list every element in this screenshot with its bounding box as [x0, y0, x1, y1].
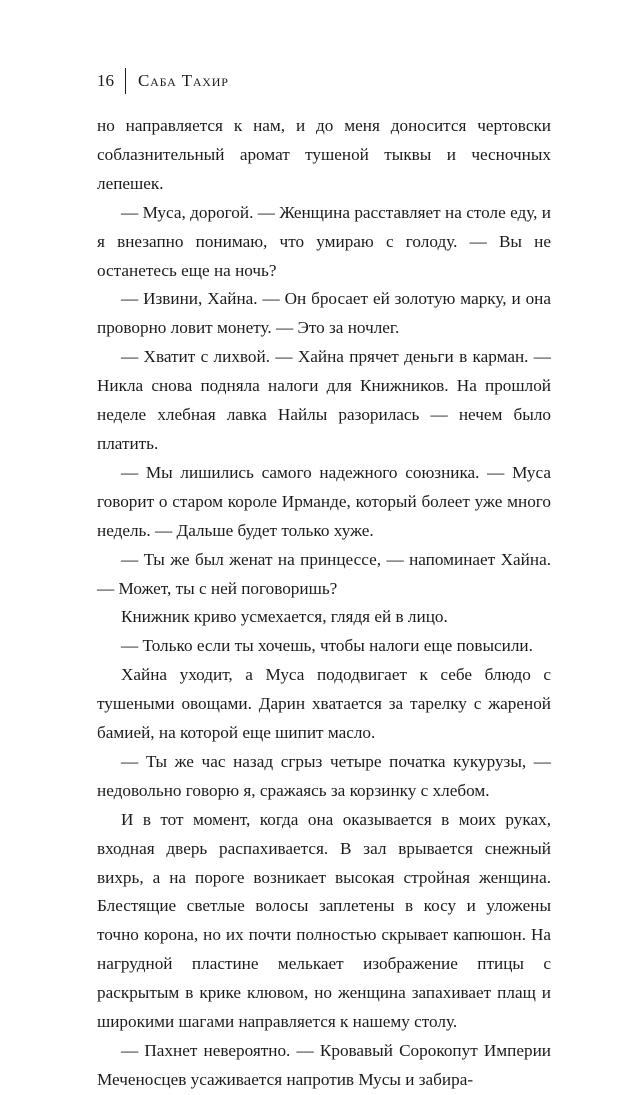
paragraph: но направляется к нам, и до меня доносится чертовски соблазнительный аромат тушеной тыквы и чесночных лепешек.: [97, 116, 551, 193]
page-number: 16: [97, 71, 114, 90]
page-body: [97, 112, 551, 1095]
paragraph: — Только если ты хочешь, чтобы налоги еще повысили.: [121, 636, 533, 656]
paragraph: — Хватит с лихвой. — Хайна прячет деньги в карман. — Никла снова подняла налоги для Книжников. На прошлой неделе хлебная лавка Найлы разорилась — нечем было платить.: [97, 347, 551, 453]
paragraph: Хайна уходит, а Муса пододвигает к себе блюдо с тушеными овощами. Дарин хватается за тарелку с жареной бамией, на которой еще шипит масло.: [97, 665, 551, 743]
paragraph: — Пахнет невероятно. — Кровавый Сорокопут Империи Меченосцев усаживается напротив Мусы и забира-: [97, 1041, 551, 1089]
paragraph: — Ты же час назад сгрыз четыре початка кукурузы, — недовольно говорю я, сражаясь за корзинку с хлебом.: [97, 751, 551, 800]
paragraph: — Ты же был женат на принцессе, — напоминает Хайна. — Может, ты с ней поговоришь?: [97, 549, 551, 598]
running-header: [97, 66, 229, 96]
running-header-author: Саба Тахир: [138, 71, 229, 90]
header-divider: [125, 68, 126, 94]
paragraph: — Муса, дорогой. — Женщина расставляет на столе еду, и я внезапно понимаю, что умираю с голоду. — Вы не останетесь еще на ночь?: [97, 202, 551, 280]
paragraph: И в тот момент, когда она оказывается в моих руках, входная дверь распахивается. В зал врывается снежный вихрь, а на пороге возникает высокая стройная женщина. Блестящие светлые волосы заплетены в косу и уложены точно корона, но их почти полностью скрывает капюшон. На нагрудной пластине мелькает изображение птицы с раскрытым в крике клювом, но женщина запахивает плащ и широкими шагами направляется к нашему столу.: [97, 809, 551, 1032]
paragraph: — Мы лишились самого надежного союзника. — Муса говорит о старом короле Ирманде, который болеет уже много недель. — Дальше будет только хуже.: [97, 462, 551, 540]
paragraph: Книжник криво усмехается, глядя ей в лицо.: [121, 607, 448, 627]
paragraph: — Извини, Хайна. — Он бросает ей золотую марку, и она проворно ловит монету. — Это за ночлег.: [97, 289, 551, 338]
